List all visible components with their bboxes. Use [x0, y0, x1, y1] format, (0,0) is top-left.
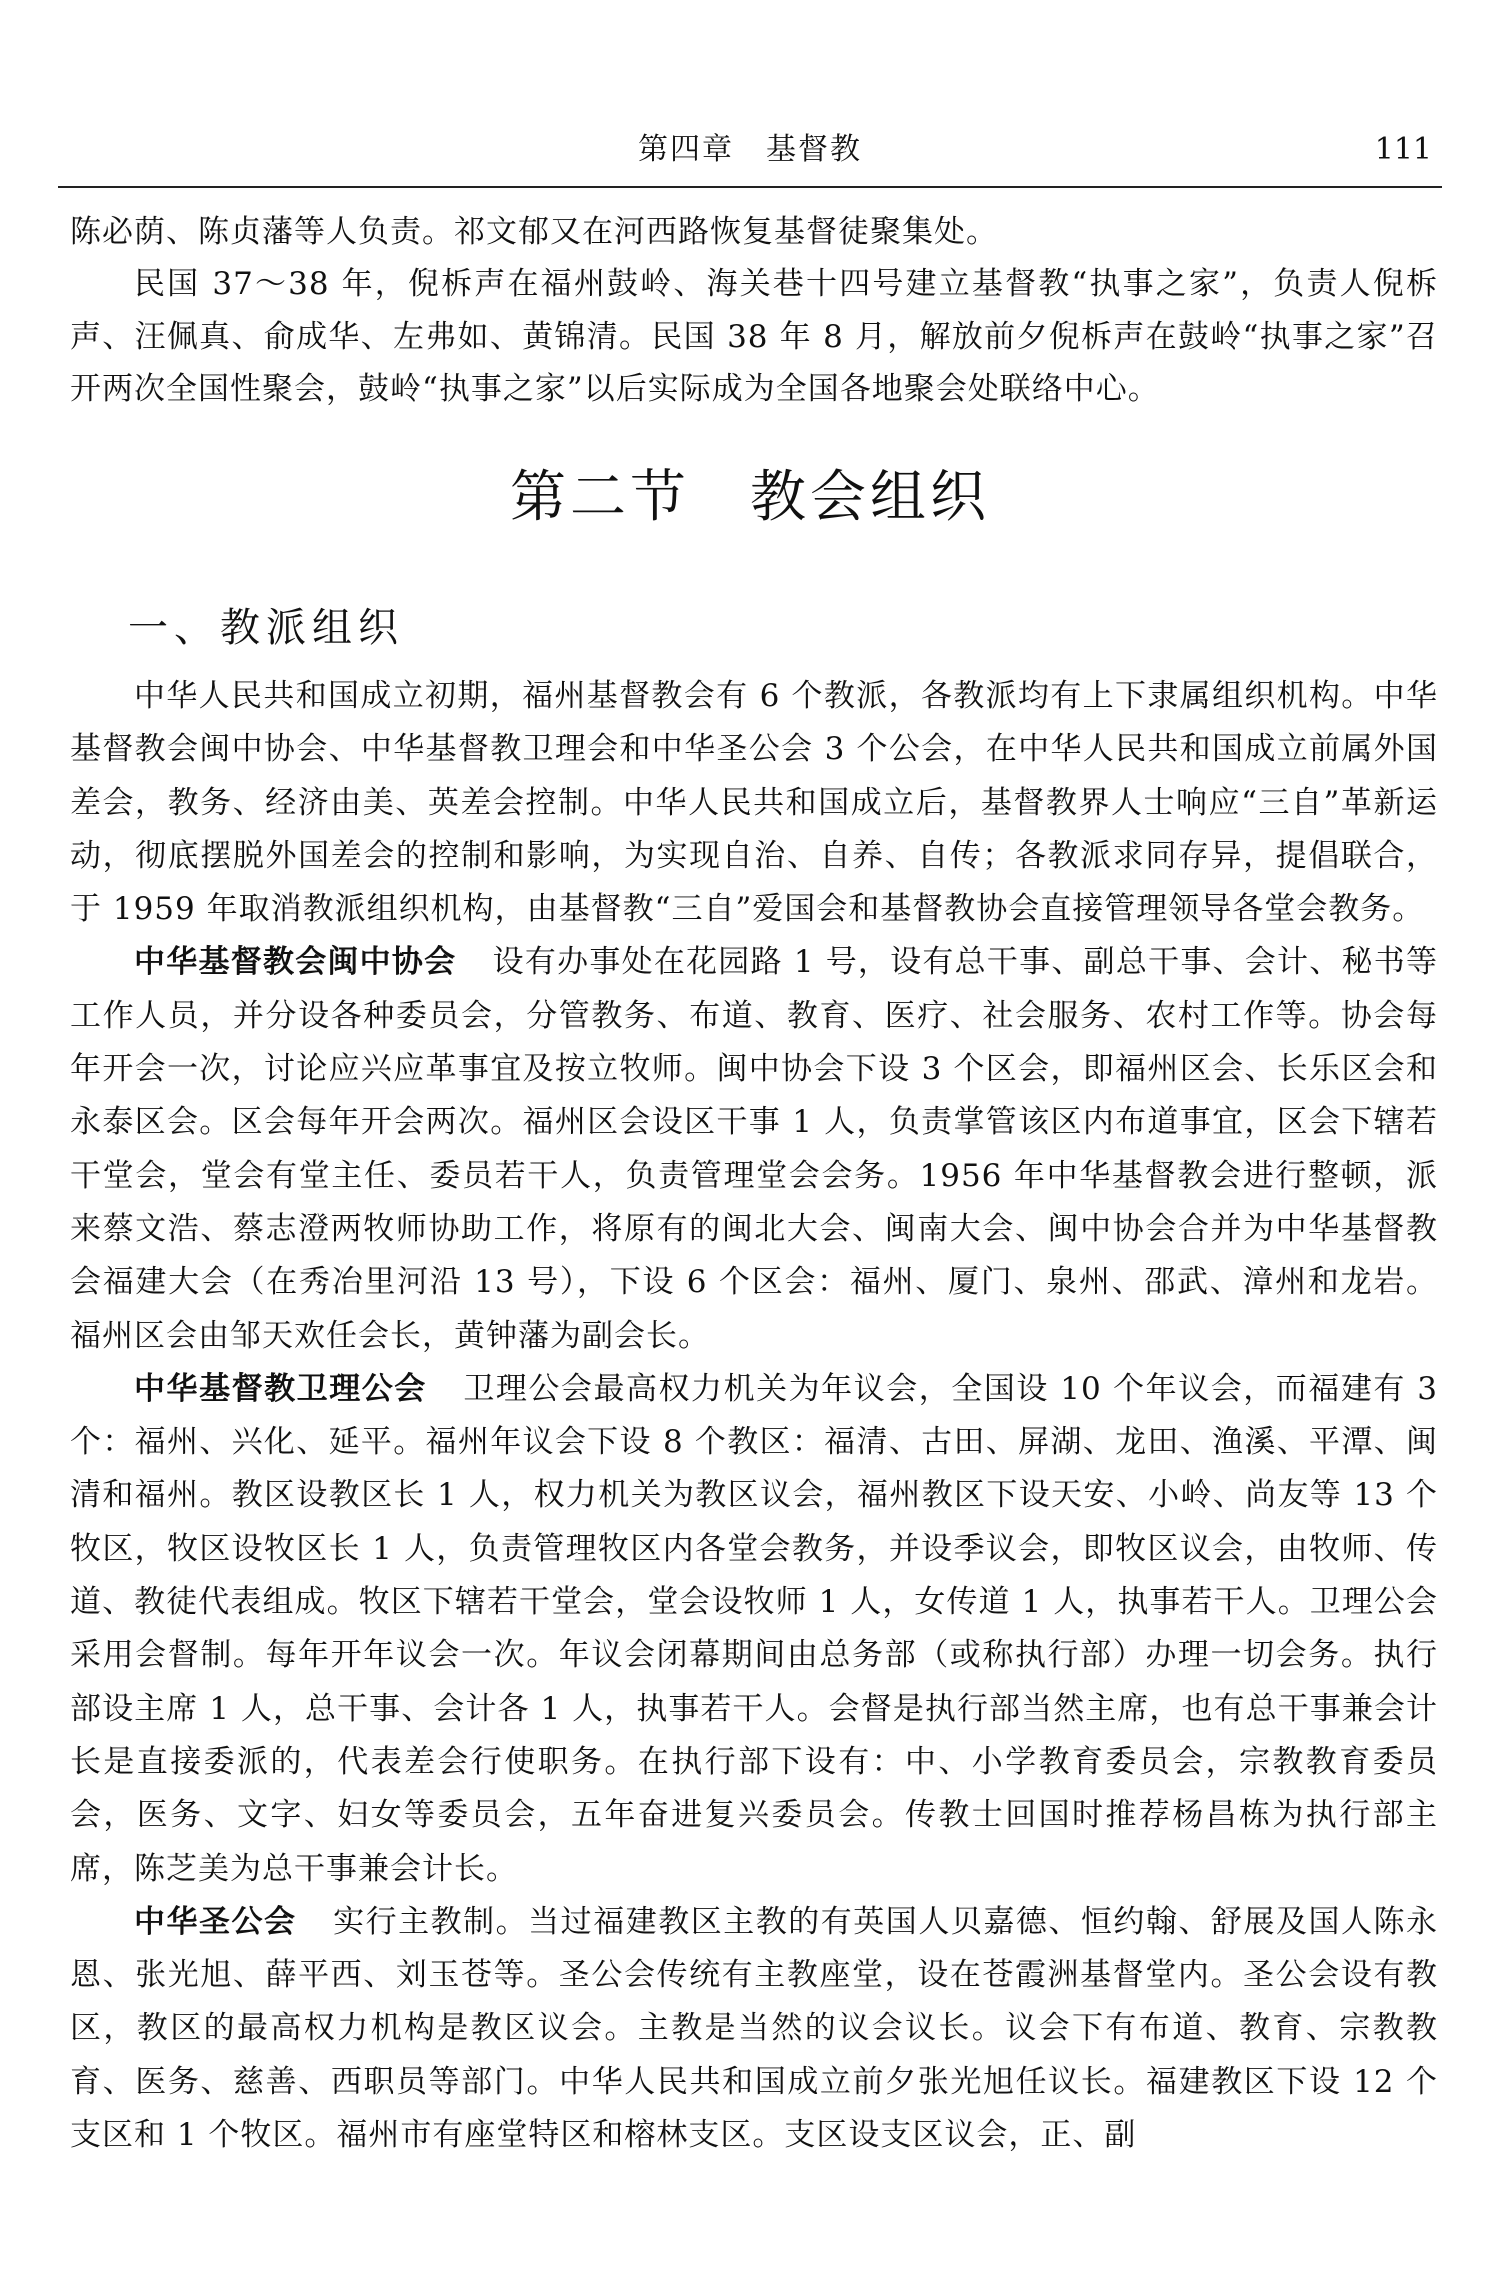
- paragraph-lead-term: 中华基督教会闽中协会: [134, 944, 457, 981]
- section-name: 教会组织: [750, 465, 990, 530]
- chapter-heading: 第四章 基督教: [638, 132, 862, 167]
- paragraph-methodist-church: [70, 1363, 1438, 1896]
- paragraph-body: 设有办事处在花园路 1 号，设有总干事、副总干事、会计、秘书等工作人员，并分设各种委员会，分管教务、布道、教育、医疗、社会服务、农村工作等。协会每年开会一次，讨论应兴应革事宜及按立牧师。闽中协会下设 3 个区会，即福州区会、长乐区会和永泰区会。区会每年开会两次。福州区会设区干事 1 人，负责掌管该区内布道事宜，区会下辖若干堂会，堂会有堂主任、委员若干人，负责管理堂会会务。1956 年中华基督教会进行整顿，派来蔡文浩、蔡志澄两牧师协助工作，将原有的闽北大会、闽南大会、闽中协会合并为中华基督教会福建大会（在秀冶里河沿 13 号），下设 6 个区会：福州、厦门、泉州、邵武、漳州和龙岩。福州区会由邹天欢任会长，黄钟藩为副会长。: [70, 944, 1438, 1354]
- section-title: [0, 458, 1500, 538]
- intro-text: [70, 206, 1438, 416]
- intro-paragraph: 民国 37～38 年，倪柝声在福州鼓岭、海关巷十四号建立基督教“执事之家”，负责人倪柝声、汪佩真、俞成华、左弗如、黄锦清。民国 38 年 8 月，解放前夕倪柝声在鼓岭“执事之家”召开两次全国性聚会，鼓岭“执事之家”以后实际成为全国各地聚会处联络中心。: [70, 266, 1438, 408]
- page-number: 111: [1374, 132, 1432, 167]
- paragraph-lead-term: 中华基督教卫理公会: [134, 1370, 427, 1407]
- header-rule: [58, 186, 1442, 188]
- subsection-title: 一、教派组织: [128, 605, 404, 651]
- section-number: 第二节: [510, 465, 690, 530]
- paragraph-anglican-church: [70, 1896, 1438, 2162]
- running-header: [58, 128, 1442, 172]
- paragraph-overview: 中华人民共和国成立初期，福州基督教会有 6 个教派，各教派均有上下隶属组织机构。中华基督教会闽中协会、中华基督教卫理会和中华圣公会 3 个公会，在中华人民共和国成立前属外国差会，教务、经济由美、英差会控制。中华人民共和国成立后，基督教界人士响应“三自”革新运动，彻底摆脱外国差会的控制和影响，为实现自治、自养、自传；各教派求同存异，提倡联合，于 1959 年取消教派组织机构，由基督教“三自”爱国会和基督教协会直接管理领导各堂会教务。: [70, 678, 1438, 928]
- main-text: [70, 670, 1438, 2162]
- paragraph-lead-term: 中华圣公会: [134, 1903, 297, 1940]
- paragraph-body: 卫理公会最高权力机关为年议会，全国设 10 个年议会，而福建有 3 个：福州、兴化、延平。福州年议会下设 8 个教区：福清、古田、屏湖、龙田、渔溪、平潭、闽清和福州。教区设教区长 1 人，权力机关为教区议会，福州教区下设天安、小岭、尚友等 13 个牧区，牧区设牧区长 1 人，负责管理牧区内各堂会教务，并设季议会，即牧区议会，由牧师、传道、教徒代表组成。牧区下辖若干堂会，堂会设牧师 1 人，女传道 1 人，执事若干人。卫理公会采用会督制。每年开年议会一次。年议会闭幕期间由总务部（或称执行部）办理一切会务。执行部设主席 1 人，总干事、会计各 1 人，执事若干人。会督是执行部当然主席，也有总干事兼会计长是直接委派的，代表差会行使职务。在执行部下设有：中、小学教育委员会，宗教教育委员会，医务、文字、妇女等委员会，五年奋进复兴委员会。传教士回国时推荐杨昌栋为执行部主席，陈芝美为总干事兼会计长。: [70, 1370, 1439, 1887]
- paragraph-minzhong-association: [70, 936, 1438, 1362]
- intro-paragraph-continued: 陈必荫、陈贞藩等人负责。祁文郁又在河西路恢复基督徒聚集处。: [70, 214, 998, 250]
- paragraph-body: 实行主教制。当过福建教区主教的有英国人贝嘉德、恒约翰、舒展及国人陈永恩、张光旭、薛平西、刘玉苍等。圣公会传统有主教座堂，设在苍霞洲基督堂内。圣公会设有教区，教区的最高权力机构是教区议会。主教是当然的议会议长。议会下有布道、教育、宗教教育、医务、慈善、西职员等部门。中华人民共和国成立前夕张光旭任议长。福建教区下设 12 个支区和 1 个牧区。福州市有座堂特区和榕林支区。支区设支区议会，正、副: [70, 1903, 1439, 2154]
